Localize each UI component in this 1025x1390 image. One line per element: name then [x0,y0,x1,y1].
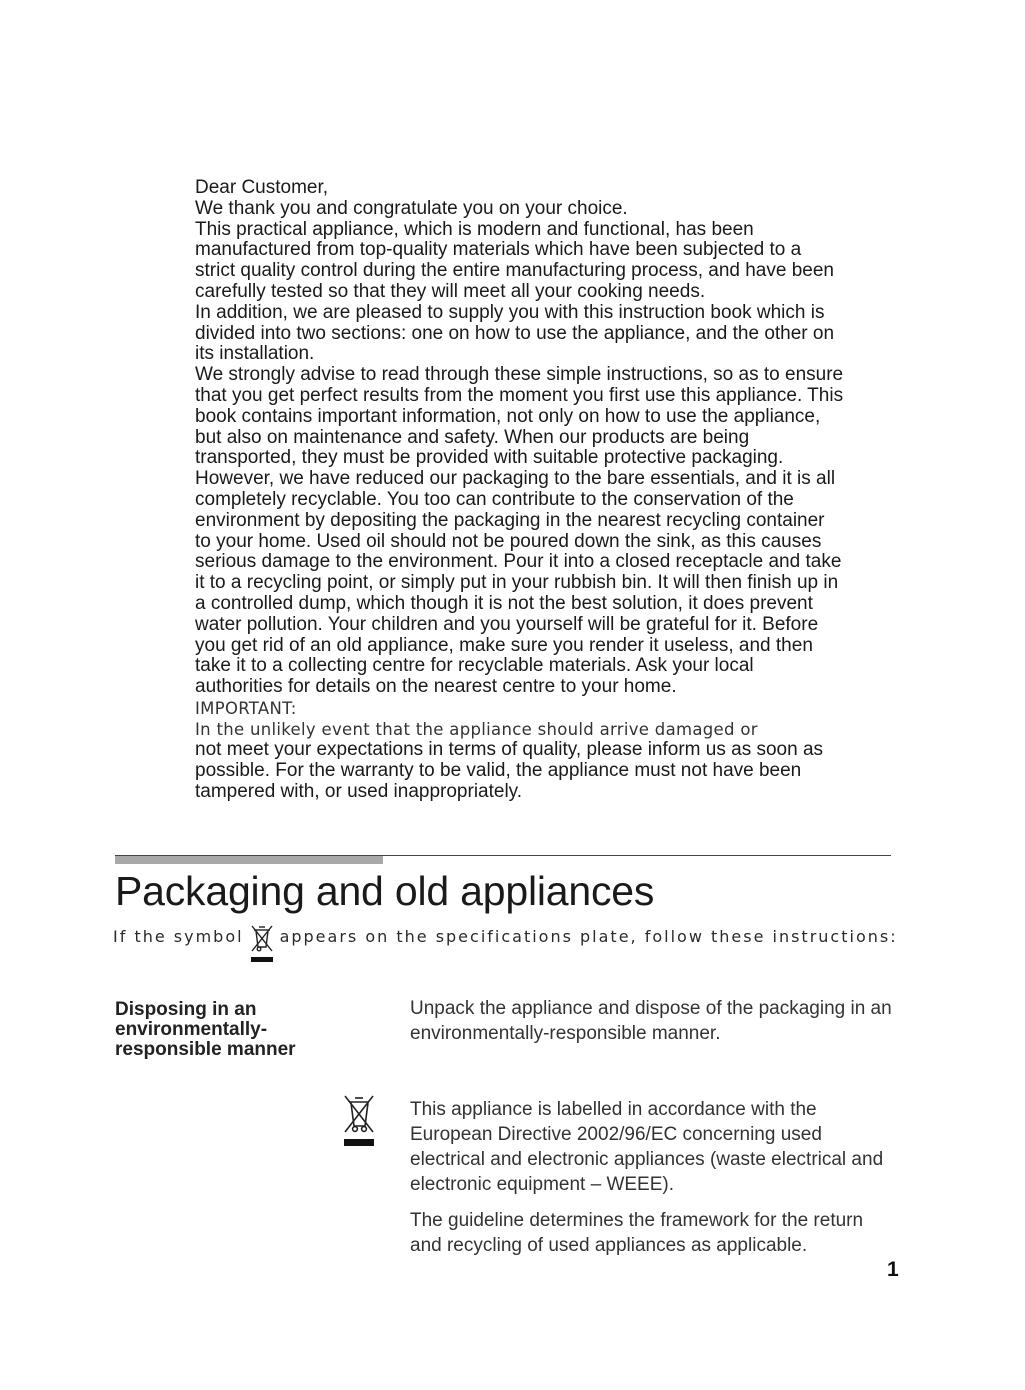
guideline-text: The guideline determines the framework for the return and recycling of used appliances as applicable. [410,1210,864,1256]
page-number: 1 [887,1258,899,1281]
symbol-prefix: If the symbol [113,927,244,946]
symbol-instruction [113,927,898,965]
unpack-paragraph [410,996,895,1046]
important-label: IMPORTANT: [195,698,297,718]
important-body: not meet your expectations in terms of quality, please inform us as soon as possible. For the warranty to be valid, the appliance must not have been tampered with, or used inappropriately. [195,738,824,802]
greeting: Dear Customer, [195,177,329,198]
symbol-suffix: appears on the specifications plate, follow these instructions: [279,927,898,946]
weee-bin-icon-large [340,1092,378,1150]
section-divider-accent [115,856,383,864]
important-intro: In the unlikely event that the appliance should arrive damaged or [195,719,758,739]
guideline-paragraph [410,1208,895,1258]
unpack-text: Unpack the appliance and dispose of the packaging in an environmentally-responsible manner. [410,998,892,1044]
letter-body: We thank you and congratulate you on your choice. This practical appliance, which is modern and functional, has been manufactured from top-quality materials which have been subjected to a strict quality control during the entire manufacturing process, and have been carefully tested so that they will meet all your cooking needs. In addition, we are pleased to supply you with this instruction book which is divided into two sections: one on how to use the appliance, and the other on its installation. We strongly advise to read through these simple instructions, so as to ensure that you get perfect results from the moment you first use this appliance. This book contains important information, not only on how to use the appliance, but also on maintenance and safety. When our products are being transported, they must be provided with suitable protective packaging. However, we have reduced our packaging to the bare essentials, and it is all completely recyclable. You too can contribute to the conservation of the environment by depositing the packaging in the nearest recycling container to your home. Used oil should not be poured down the sink, as this causes serious damage to the environment. Pour it into a closed receptacle and take it to a recycling point, or simply put in your rubbish bin. It will then finish up in a controlled dump, which though it is not the best solution, it does prevent water pollution. Your children and you yourself will be grateful for it. Before you get rid of an old appliance, make sure you render it useless, and then take it to a collecting centre for recyclable materials. Ask your local authorities for details on the nearest centre to your home. [195,197,844,698]
weee-text: This appliance is labelled in accordance with the European Directive 2002/96/EC concerning used electrical and electronic appliances (waste electrical and electronic equipment – WEEE). [410,1099,884,1195]
disposal-subheading: Disposing in an environmentally- responsible manner [115,999,296,1060]
weee-paragraph [410,1097,895,1197]
weee-bin-icon [248,923,276,965]
section-title: Packaging and old appliances [115,868,655,914]
letter-section [195,178,845,802]
